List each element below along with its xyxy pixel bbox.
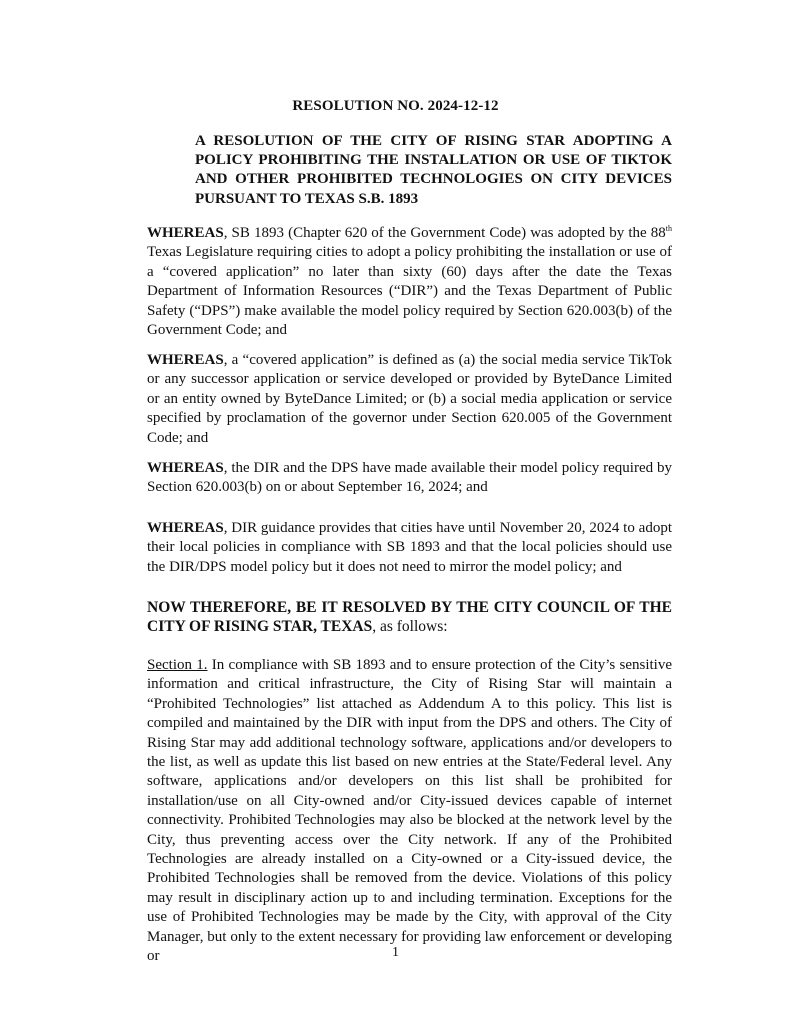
- resolution-subtitle: A RESOLUTION OF THE CITY OF RISING STAR ADOPTING A POLICY PROHIBITING THE INSTALLATION OR USE OF TIKTOK AND OTHER PROHIBITED TECHNOLOGIES ON CITY DEVICES PURSUANT TO TEXAS S.B. 1893: [195, 133, 672, 207]
- paragraph-text: , as follows:: [372, 618, 448, 636]
- paragraph-text: , DIR guidance provides that cities have until November 20, 2024 to adopt their local policies in compliance with SB 1893 and that the local policies should use the DIR/DPS model policy but it does not need to mirror the model policy; and: [147, 520, 672, 575]
- ordinal-suffix: th: [665, 224, 672, 233]
- whereas-lead: WHEREAS: [147, 225, 224, 241]
- paragraph-text: In compliance with SB 1893 and to ensure protection of the City’s sensitive information and critical infrastructure, the City of Rising Star will maintain a “Prohibited Technologies” list attached as Addendum A to this policy. This list is compiled and maintained by the DIR with input from the DPS and others. The City of Rising Star may add additional technology software, applications and/or developers to the list, as well as update this list based on new entries at the State/Federal level. Any software, applications and/or developers on this list shall be prohibited for installation/use on all City-owned and/or City-issued devices capable of internet connectivity. Prohibited Technologies may also be blocked at the network level by the City, thus preventing access over the City network. If any of the Prohibited Technologies are already installed on a City-owned or a City-issued device, the Prohibited Technologies shall be removed from the device. Violations of this policy may result in disciplinary action up to and including termination. Exceptions for the use of Prohibited Technologies may be made by the City, with approval of the City Manager, but only to the extent necessary for providing law enforcement or developing or: [147, 657, 672, 965]
- whereas-lead: WHEREAS: [147, 352, 224, 368]
- resolved-lead: NOW THEREFORE, BE IT RESOLVED BY THE CITY COUNCIL OF THE CITY OF RISING STAR, TEXAS: [147, 599, 672, 636]
- paragraph-text: , a “covered application” is defined as (a) the social media service TikTok or any successor application or service developed or provided by ByteDance Limited or an entity owned by ByteDance Limited; or (b) a social media application or service specified by proclamation of the governor under Section 620.005 of the Government Code; and: [147, 352, 672, 446]
- resolved-paragraph: [147, 598, 672, 637]
- whereas-paragraph-4: [147, 519, 672, 577]
- resolution-title: RESOLUTION NO. 2024-12-12: [292, 98, 499, 114]
- section-1-paragraph: [147, 656, 672, 967]
- paragraph-text: , SB 1893 (Chapter 620 of the Government Code) was adopted by the 88: [223, 225, 666, 241]
- whereas-paragraph-2: [147, 351, 672, 448]
- whereas-lead: WHEREAS: [147, 460, 224, 476]
- paragraph-text: , the DIR and the DPS have made available their model policy required by Section 620.003(b) on or about September 16, 2024; and: [147, 460, 672, 496]
- paragraph-text: Texas Legislature requiring cities to adopt a policy prohibiting the installation or use of a “covered application” no later than sixty (60) days after the date the Texas Department of Information Resources (“DIR”) and the Texas Department of Public Safety (“DPS”) make available the model policy required by Section 620.003(b) of the Government Code; and: [147, 244, 672, 339]
- whereas-paragraph-3: [147, 459, 672, 498]
- page-number: 1: [392, 945, 399, 960]
- whereas-paragraph-1: [147, 224, 672, 340]
- section-label: Section 1.: [147, 657, 208, 673]
- whereas-lead: WHEREAS: [147, 520, 224, 536]
